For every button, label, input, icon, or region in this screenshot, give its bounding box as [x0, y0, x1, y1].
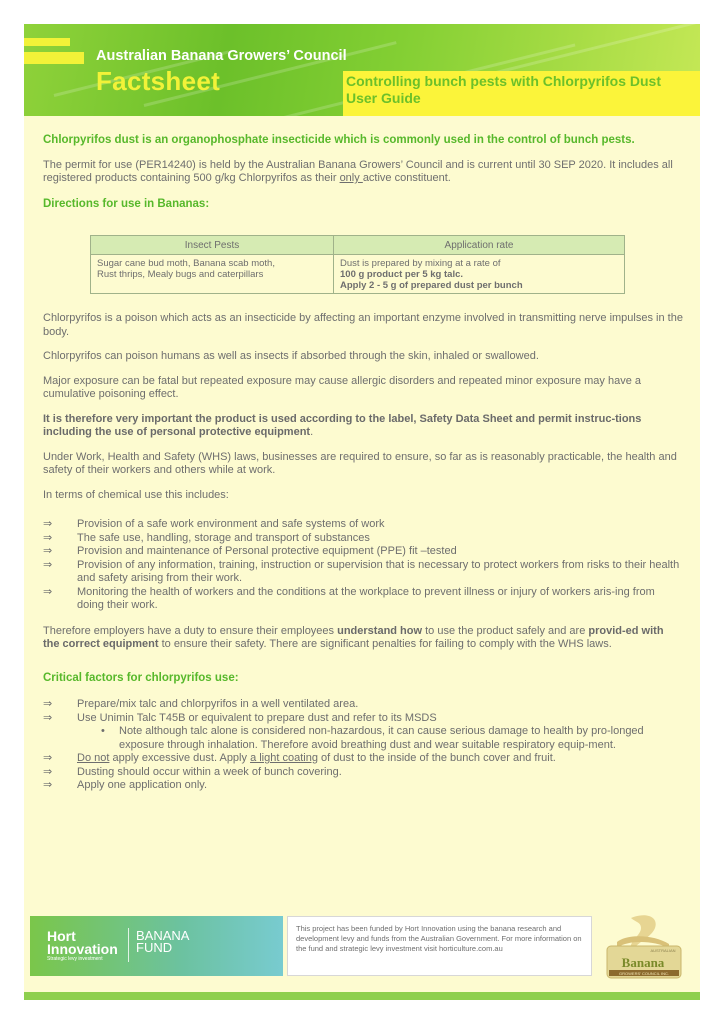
funding-note: This project has been funded by Hort Innovation using the banana research and development levy and funds from the Australian Government. For more information on the fund and strategic levy investment visit horticulture.com.au — [287, 916, 592, 976]
list-item: ⇒ Apply one application only. — [43, 779, 208, 791]
arrow-icon: ⇒ — [43, 752, 53, 764]
hort-tagline: Strategic levy investment — [47, 956, 103, 962]
directions-heading: Directions for use in Bananas: — [43, 197, 210, 210]
list-item: ⇒ Provision and maintenance of Personal protective equipment (PPE) fit –tested — [43, 545, 457, 557]
list-item: ⇒ Dusting should occur within a week of bunch covering. — [43, 765, 342, 778]
factsheet-page — [24, 24, 700, 1000]
paragraph-employers: Therefore employers have a duty to ensure their employees understand how to use the product safely and are provid-ed with the correct equipment to ensure their safety. There are significant penalties for failing to comply with the WHS laws. — [43, 624, 664, 650]
hort-innovation-logo: Hort Innovation — [47, 928, 118, 957]
abgc-logo — [597, 912, 689, 982]
only-underlined: only — [339, 172, 363, 184]
org-name: Australian Banana Growers’ Council — [96, 48, 347, 64]
paragraph-humans: Chlorpyrifos can poison humans as well as insects if absorbed through the skin, inhaled or swallowed. — [43, 350, 539, 362]
critical-heading: Critical factors for chlorpyrifos use: — [43, 671, 239, 684]
list-item: ⇒ Provision of a safe work environment and safe systems of work — [43, 518, 385, 530]
list-item: ⇒ The safe use, handling, storage and transport of substances — [43, 531, 370, 544]
arrow-icon: ⇒ — [43, 531, 53, 544]
table-header-pests: Insect Pests — [91, 236, 334, 255]
abgc-sub-text: GROWERS' COUNCIL INC. — [619, 970, 669, 976]
list-item: ⇒ Prepare/mix talc and chlorpyrifos in a well ventilated area. — [43, 698, 359, 710]
arrow-icon: ⇒ — [43, 518, 53, 530]
list-item: ⇒ Monitoring the health of workers and the conditions at the workplace to prevent illness or injury of workers aris-ing from doing their work. — [43, 585, 655, 611]
abgc-small-text: AUSTRALIAN — [650, 948, 676, 953]
intro-lead: Chlorpyrifos dust is an organophosphate insecticide which is commonly used in the control of bunch pests. — [43, 134, 635, 146]
arrow-icon: ⇒ — [43, 585, 53, 598]
arrow-icon: ⇒ — [43, 545, 53, 557]
title-box — [343, 71, 700, 116]
list-item: • Note although talc alone is considered non-hazardous, it can cause serious damage to health by pro-longed exposure through inhalation. Therefore avoid breathing dust and wear suitable respiratory equip-ment. — [101, 725, 644, 751]
arrow-icon: ⇒ — [43, 558, 53, 571]
critical-list-continued — [43, 752, 683, 793]
bottom-bar — [24, 992, 700, 1000]
critical-sublist — [43, 725, 683, 752]
logo-bar-bottom — [24, 52, 84, 64]
paragraph-terms: In terms of chemical use this includes: — [43, 488, 229, 501]
table-row — [91, 255, 625, 294]
title-line1: Controlling bunch pests with Chlorpyrifos Dust — [346, 73, 661, 89]
arrow-icon: ⇒ — [43, 698, 53, 710]
duties-list — [43, 518, 683, 613]
arrow-icon: ⇒ — [43, 711, 53, 724]
arrow-icon: ⇒ — [43, 779, 53, 791]
permit-paragraph: The permit for use (PER14240) is held by the Australian Banana Growers’ Council and is current until 30 SEP 2020. It includes all registered products containing 500 g/kg Chlorpyrifos as their only active constituent. — [43, 158, 673, 184]
title-line2: User Guide — [346, 89, 421, 106]
logo-bar-top — [24, 38, 70, 46]
body-content — [43, 312, 683, 793]
banana-fund-label: BANANA FUND — [136, 928, 190, 955]
paragraph-poison: Chlorpyrifos is a poison which acts as an insecticide by affecting an important enzyme involved in transmitting nerve impulses in the body. — [43, 312, 683, 338]
pests-cell: Sugar cane bud moth, Banana scab moth, Rust thrips, Mealy bugs and caterpillars — [91, 255, 334, 294]
list-item: ⇒ Use Unimin Talc T45B or equivalent to prepare dust and refer to its MSDS — [43, 711, 437, 724]
bullet-icon: • — [101, 725, 105, 737]
hort-innovation-banner — [30, 916, 283, 976]
main-content — [43, 134, 683, 211]
list-item: ⇒ Provision of any information, training, instruction or supervision that is necessary to protect workers from risks to their health and safety arising from their work. — [43, 558, 680, 584]
critical-list — [43, 698, 683, 725]
paragraph-whs: Under Work, Health and Safety (WHS) laws, businesses are required to ensure, so far as is reasonably practicable, the health and safety of their workers and others while at work. — [43, 450, 677, 476]
rate-cell: Dust is prepared by mixing at a rate of 100 g product per 5 kg talc. Apply 2 - 5 g of prepared dust per bunch — [334, 255, 625, 294]
table-header-rate: Application rate — [334, 236, 625, 255]
application-table — [90, 235, 625, 294]
paragraph-exposure: Major exposure can be fatal but repeated exposure may cause allergic disorders and repeated minor exposure may have a cumulative poisoning effect. — [43, 374, 642, 400]
factsheet-label: Factsheet — [96, 66, 221, 96]
list-item: ⇒ Do not apply excessive dust. Apply a light coating of dust to the inside of the bunch cover and fruit. — [43, 752, 556, 764]
paragraph-important: It is therefore very important the product is used according to the label, Safety Data Sheet and permit instruc-tions including the use of personal protective equipment. — [43, 412, 642, 438]
abgc-name-text: Banana — [621, 955, 665, 970]
arrow-icon: ⇒ — [43, 765, 53, 778]
